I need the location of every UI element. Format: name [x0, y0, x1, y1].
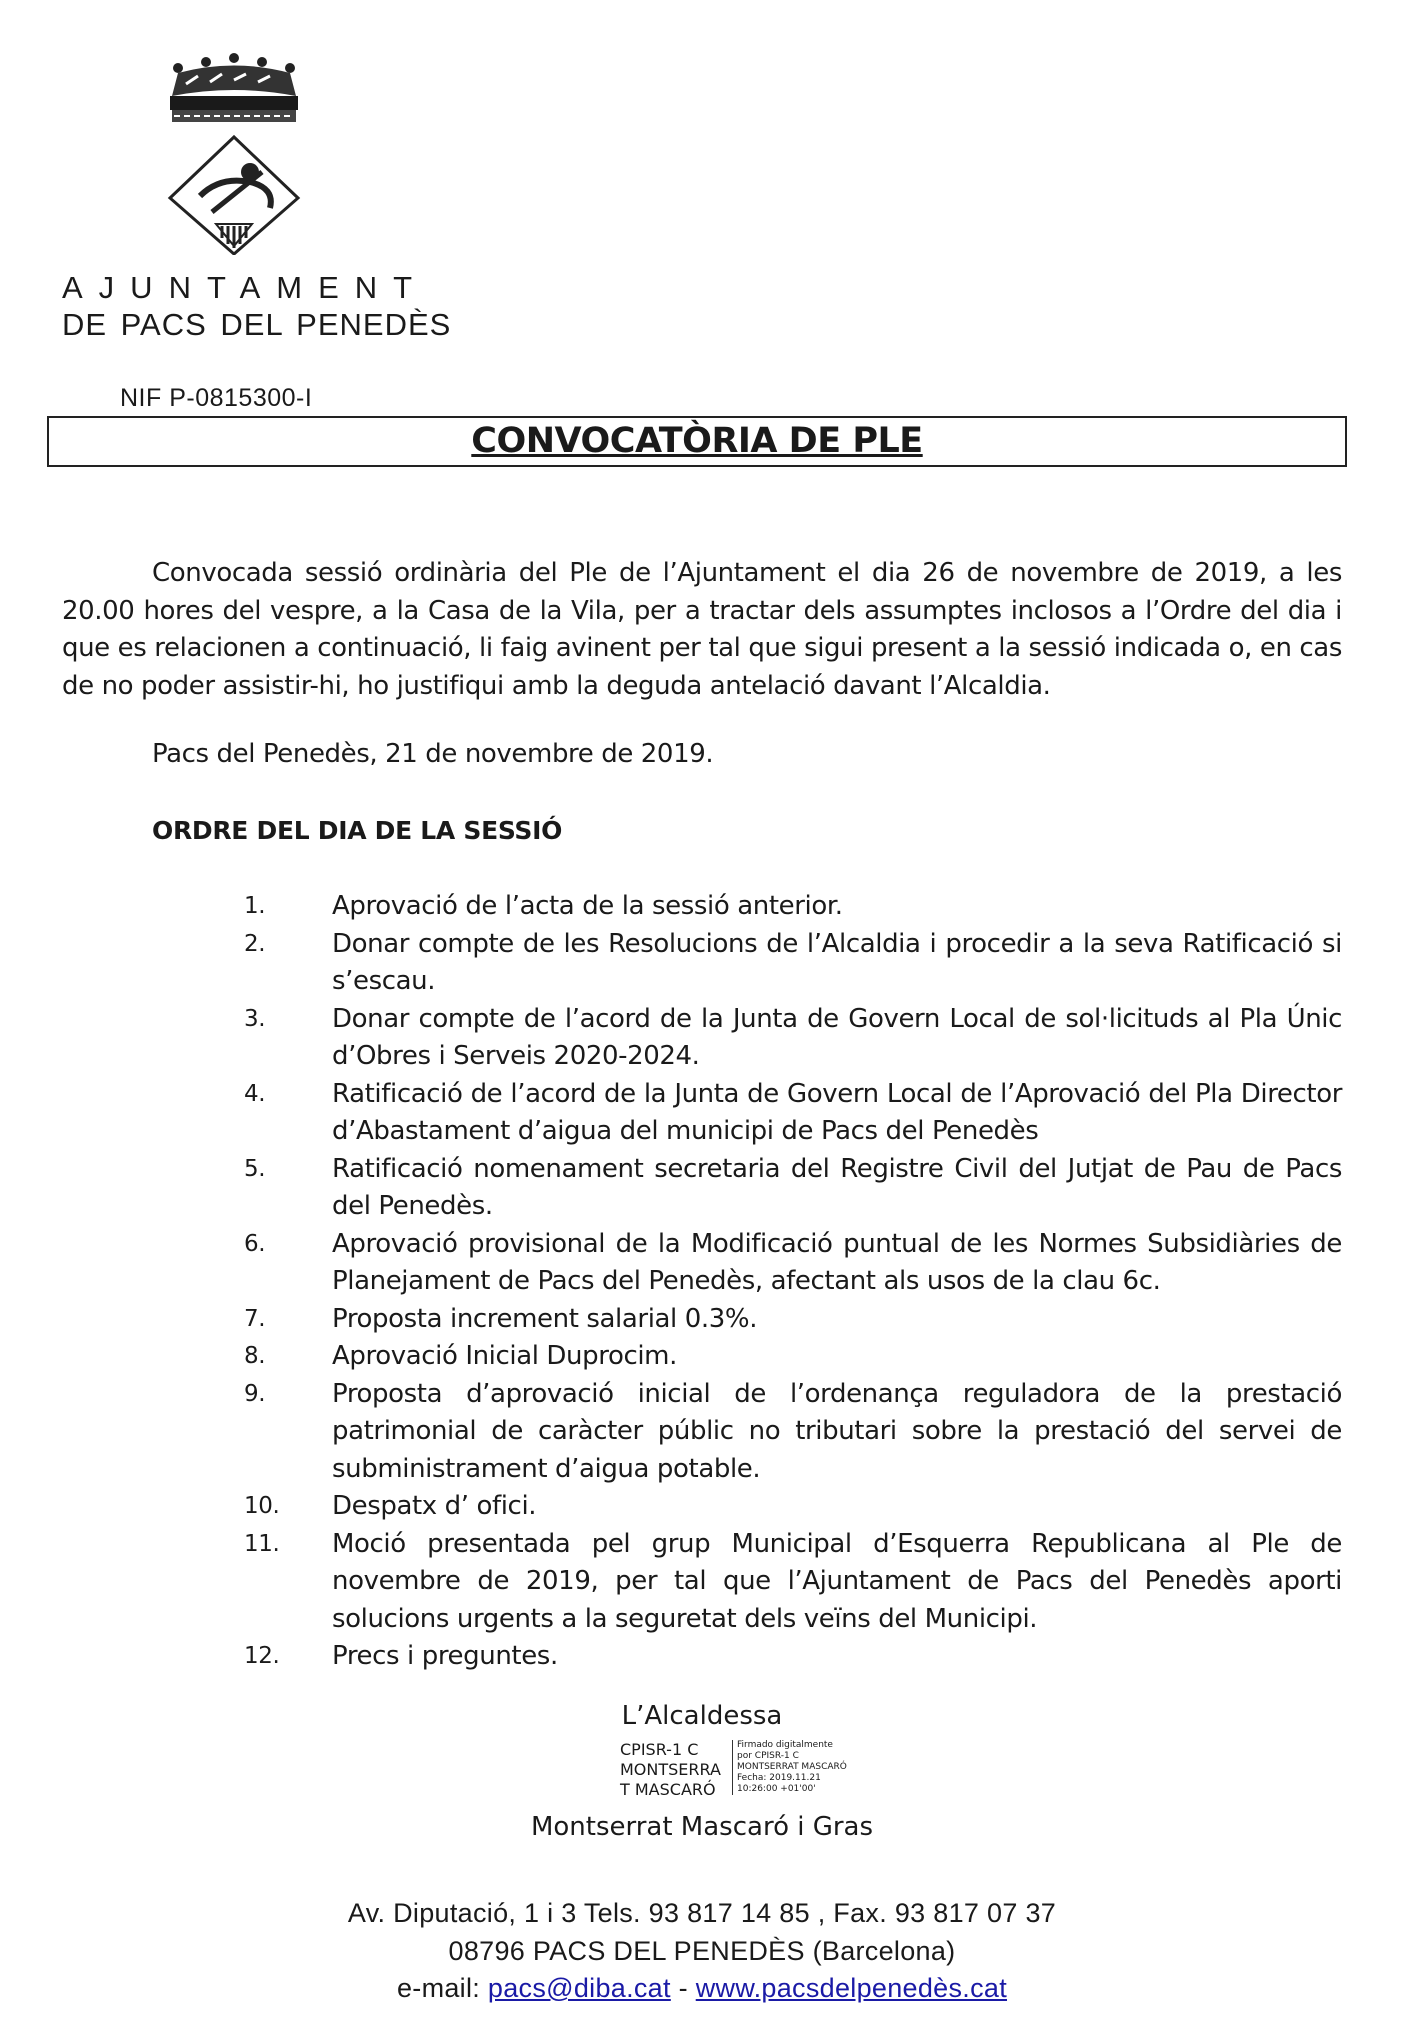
- agenda-item-number: 9.: [244, 1380, 266, 1407]
- agenda-item-text: Ratificació nomenament secretaria del Registre Civil del Jutjat de Pau de Pacs del Penedès.: [332, 1153, 1342, 1221]
- agenda-item-text: Despatx d’ ofici.: [332, 1491, 537, 1521]
- agenda-item: [230, 1151, 1342, 1226]
- agenda-item-number: 8.: [244, 1343, 266, 1369]
- stamp-meta-line: 10:26:00 +01'00': [737, 1784, 816, 1794]
- agenda-title: ORDRE DEL DIA DE LA SESSIÓ: [152, 816, 563, 845]
- stamp-name-line: T MASCARÓ: [620, 1780, 716, 1799]
- agenda-item: [230, 1076, 1342, 1151]
- agenda-item-text: Aprovació de l’acta de la sessió anterior.: [332, 891, 843, 921]
- crown-icon: [170, 53, 298, 122]
- agenda-item: [230, 1638, 1342, 1676]
- agenda-item: [230, 1301, 1342, 1339]
- agenda-item-text: Aprovació Inicial Duprocim.: [332, 1341, 677, 1371]
- agenda-item-text: Moció presentada pel grup Municipal d’Esquerra Republicana al Ple de novembre de 2019, per tal que l’Ajuntament de Pacs del Penedès aporti solucions urgents a la seguretat dels veïns del Municipi.: [332, 1528, 1342, 1634]
- footer-address: Av. Diputació, 1 i 3 Tels. 93 817 14 85 , Fax. 93 817 07 37: [347, 1898, 1057, 1928]
- agenda-list: [230, 888, 1342, 1676]
- agenda-item: [230, 1526, 1342, 1639]
- email-label: e-mail:: [396, 1973, 488, 2003]
- stamp-meta-line: MONTSERRAT MASCARÓ: [737, 1762, 847, 1772]
- agenda-item-number: 10.: [244, 1493, 280, 1519]
- agenda-item: [230, 1226, 1342, 1301]
- agenda-item: [230, 1338, 1342, 1376]
- nif-label: NIF P-0815300-I: [120, 384, 313, 412]
- stamp-meta-line: por CPISR-1 C: [737, 1751, 799, 1761]
- intro-paragraph: Convocada sessió ordinària del Ple de l’Ajuntament el dia 26 de novembre de 2019, a les 20.00 hores del vespre, a la Casa de la Vila, per a tractar dels assumptes inclosos a l’Ordre del dia i que es relacionen a continuació, li faig avinent per tal que sigui present a la sessió indicada o, en cas de no poder assistir-hi, ho justifiqui amb la deguda antelació davant l’Alcaldia.: [62, 558, 1342, 701]
- town-name-line1: AJUNTAMENT: [62, 270, 429, 305]
- agenda-item: [230, 1488, 1342, 1526]
- footer-separator: -: [670, 1973, 696, 2003]
- agenda-item-number: 4.: [244, 1080, 266, 1107]
- stamp-name: [620, 1740, 730, 1800]
- agenda-item: [230, 888, 1342, 926]
- stamp-meta: [732, 1740, 857, 1795]
- agenda-item: [230, 1001, 1342, 1076]
- town-name-line2: DE PACS DEL PENEDÈS: [62, 307, 452, 342]
- agenda-item-number: 6.: [244, 1230, 266, 1257]
- signature-role: L’Alcaldessa: [621, 1701, 783, 1731]
- agenda-item-number: 3.: [244, 1005, 266, 1032]
- agenda-item-number: 2.: [244, 930, 266, 957]
- footer-contact: [0, 1973, 1404, 2004]
- stamp-name-line: CPISR-1 C: [620, 1740, 699, 1759]
- agenda-item-number: 7.: [244, 1305, 266, 1332]
- date-line: Pacs del Penedès, 21 de novembre de 2019.: [152, 739, 714, 769]
- agenda-item-text: Proposta increment salarial 0.3%.: [332, 1303, 758, 1334]
- agenda-item-text: Precs i preguntes.: [332, 1641, 558, 1671]
- stamp-meta-line: Firmado digitalmente: [737, 1740, 833, 1750]
- signatory-name: Montserrat Mascaró i Gras: [530, 1812, 874, 1842]
- digital-signature-stamp: [620, 1740, 850, 1810]
- website-link[interactable]: www.pacsdelpenedès.cat: [695, 1973, 1008, 2003]
- agenda-item-text: Proposta d’aprovació inicial de l’ordenança reguladora de la prestació patrimonial de caràcter públic no tributari sobre la prestació del servei de subministrament d’aigua potable.: [332, 1378, 1342, 1484]
- agenda-item-text: Aprovació provisional de la Modificació puntual de les Normes Subsidiàries de Planejament de Pacs del Penedès, afectant als usos de la clau 6c.: [332, 1228, 1342, 1296]
- agenda-item: [230, 926, 1342, 1001]
- diamond-shield-icon: [170, 137, 298, 254]
- agenda-item-number: 11.: [244, 1530, 280, 1557]
- email-link[interactable]: pacs@diba.cat: [487, 1973, 671, 2003]
- stamp-meta-line: Fecha: 2019.11.21: [737, 1773, 821, 1783]
- municipal-coat-of-arms-icon: [150, 40, 350, 255]
- agenda-item-text: Ratificació de l’acord de la Junta de Govern Local de l’Aprovació del Pla Director d’Abastament d’aigua del municipi de Pacs del Penedès: [332, 1078, 1342, 1146]
- agenda-item-number: 5.: [244, 1155, 266, 1182]
- agenda-item-text: Donar compte de les Resolucions de l’Alcaldia i procedir a la seva Ratificació si s’escau.: [332, 928, 1342, 996]
- footer-city: 08796 PACS DEL PENEDÈS (Barcelona): [448, 1936, 956, 1966]
- stamp-name-line: MONTSERRA: [620, 1760, 721, 1779]
- page-title: CONVOCATÒRIA DE PLE: [471, 421, 923, 461]
- agenda-item-number: 1.: [244, 893, 266, 919]
- agenda-item: [230, 1376, 1342, 1489]
- agenda-item-number: 12.: [244, 1643, 280, 1669]
- title-box: [47, 416, 1347, 467]
- agenda-item-text: Donar compte de l’acord de la Junta de Govern Local de sol·licituds al Pla Únic d’Obres i Serveis 2020-2024.: [332, 1003, 1342, 1071]
